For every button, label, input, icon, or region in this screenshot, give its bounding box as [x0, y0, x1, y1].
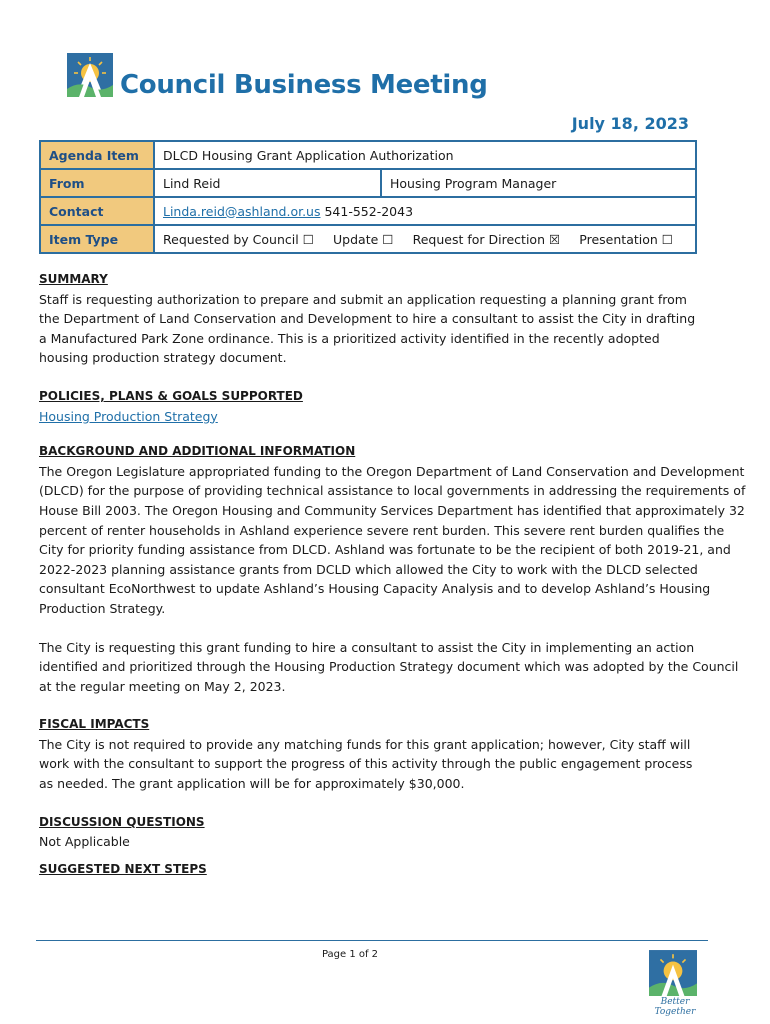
footer-divider [36, 940, 708, 941]
page-title: Council Business Meeting [120, 70, 488, 100]
agenda-item-value: DLCD Housing Grant Application Authorization [154, 141, 696, 169]
item-type-options [154, 225, 696, 253]
summary-heading: SUMMARY [39, 272, 108, 286]
housing-production-strategy-link[interactable]: Housing Production Strategy [39, 408, 218, 424]
next-steps-heading: SUGGESTED NEXT STEPS [39, 861, 207, 876]
item-type-label: Item Type [40, 225, 154, 253]
document-body [39, 270, 749, 879]
agenda-item-label: Agenda Item [40, 141, 154, 169]
presentation-checkbox[interactable]: Presentation ☐ [579, 231, 673, 247]
update-checkbox[interactable]: Update ☐ [333, 231, 394, 247]
contact-phone: 541-552-2043 [320, 203, 414, 219]
policies-heading: POLICIES, PLANS & GOALS SUPPORTED [39, 388, 303, 403]
summary-text: Staff is requesting authorization to prepare and submit an application requesting a planning grant from the Department of Land Conservation and Development to hire a consultant to assist the City in drafting a Manufactured Park Zone ordinance. This is a prioritized activity identified in the recently adopted housing production strategy document. [39, 291, 696, 366]
table-row [40, 169, 696, 197]
from-title: Housing Program Manager [381, 169, 696, 197]
ashland-footer-logo-icon [649, 949, 697, 997]
background-paragraph-2: The City is requesting this grant funding to hire a consultant to assist the City in implementing an action identified and prioritized through the Housing Production Strategy document which was adopted by the Council at the regular meeting on May 2, 2023. [39, 639, 739, 694]
fiscal-heading: FISCAL IMPACTS [39, 717, 150, 732]
page-number: Page 1 of 2 [321, 949, 379, 960]
requested-by-council-checkbox[interactable]: Requested by Council ☐ [163, 231, 314, 247]
table-row [40, 197, 696, 225]
request-for-direction-checkbox[interactable]: Request for Direction ☒ [412, 231, 561, 247]
contact-email-link[interactable]: Linda.reid@ashland.or.us [163, 203, 321, 219]
table-row [40, 141, 696, 169]
fiscal-text: The City is not required to provide any matching funds for this grant application; however, City staff will work with the consultant to support the progress of this activity through the public engagement process as needed. The grant application will be for approximately $30,000. [39, 736, 693, 792]
discussion-text: Not Applicable [39, 834, 130, 850]
from-name: Lind Reid [154, 169, 381, 197]
from-label: From [40, 169, 154, 197]
background-heading: BACKGROUND AND ADDITIONAL INFORMATION [39, 444, 356, 459]
contact-value [154, 197, 696, 225]
discussion-heading: DISCUSSION QUESTIONS [39, 814, 205, 829]
table-row [40, 225, 696, 253]
agenda-table [39, 140, 697, 254]
contact-label: Contact [40, 197, 154, 225]
tagline: Better Together [654, 997, 696, 1017]
meeting-date: July 18, 2023 [571, 114, 689, 133]
background-paragraph-1: The Oregon Legislature appropriated funding to the Oregon Department of Land Conservation and Development (DLCD) for the purpose of providing technical assistance to local governments in addressing the requirements of House Bill 2003. The Oregon Housing and Community Services Department has identified that approximately 32 percent of renter households in Ashland experience severe rent burden. This severe rent burden qualifies the City for priority funding assistance from DLCD. Ashland was fortunate to be the recipient of both 2019-21, and 2022-2023 planning assistance grants from DCLD which allowed the City to work with the DLCD selected consultant EcoNorthwest to update Ashland’s Housing Capacity Analysis and to develop Ashland’s Housing Production Strategy. [39, 463, 746, 616]
ashland-logo-icon [67, 53, 113, 97]
